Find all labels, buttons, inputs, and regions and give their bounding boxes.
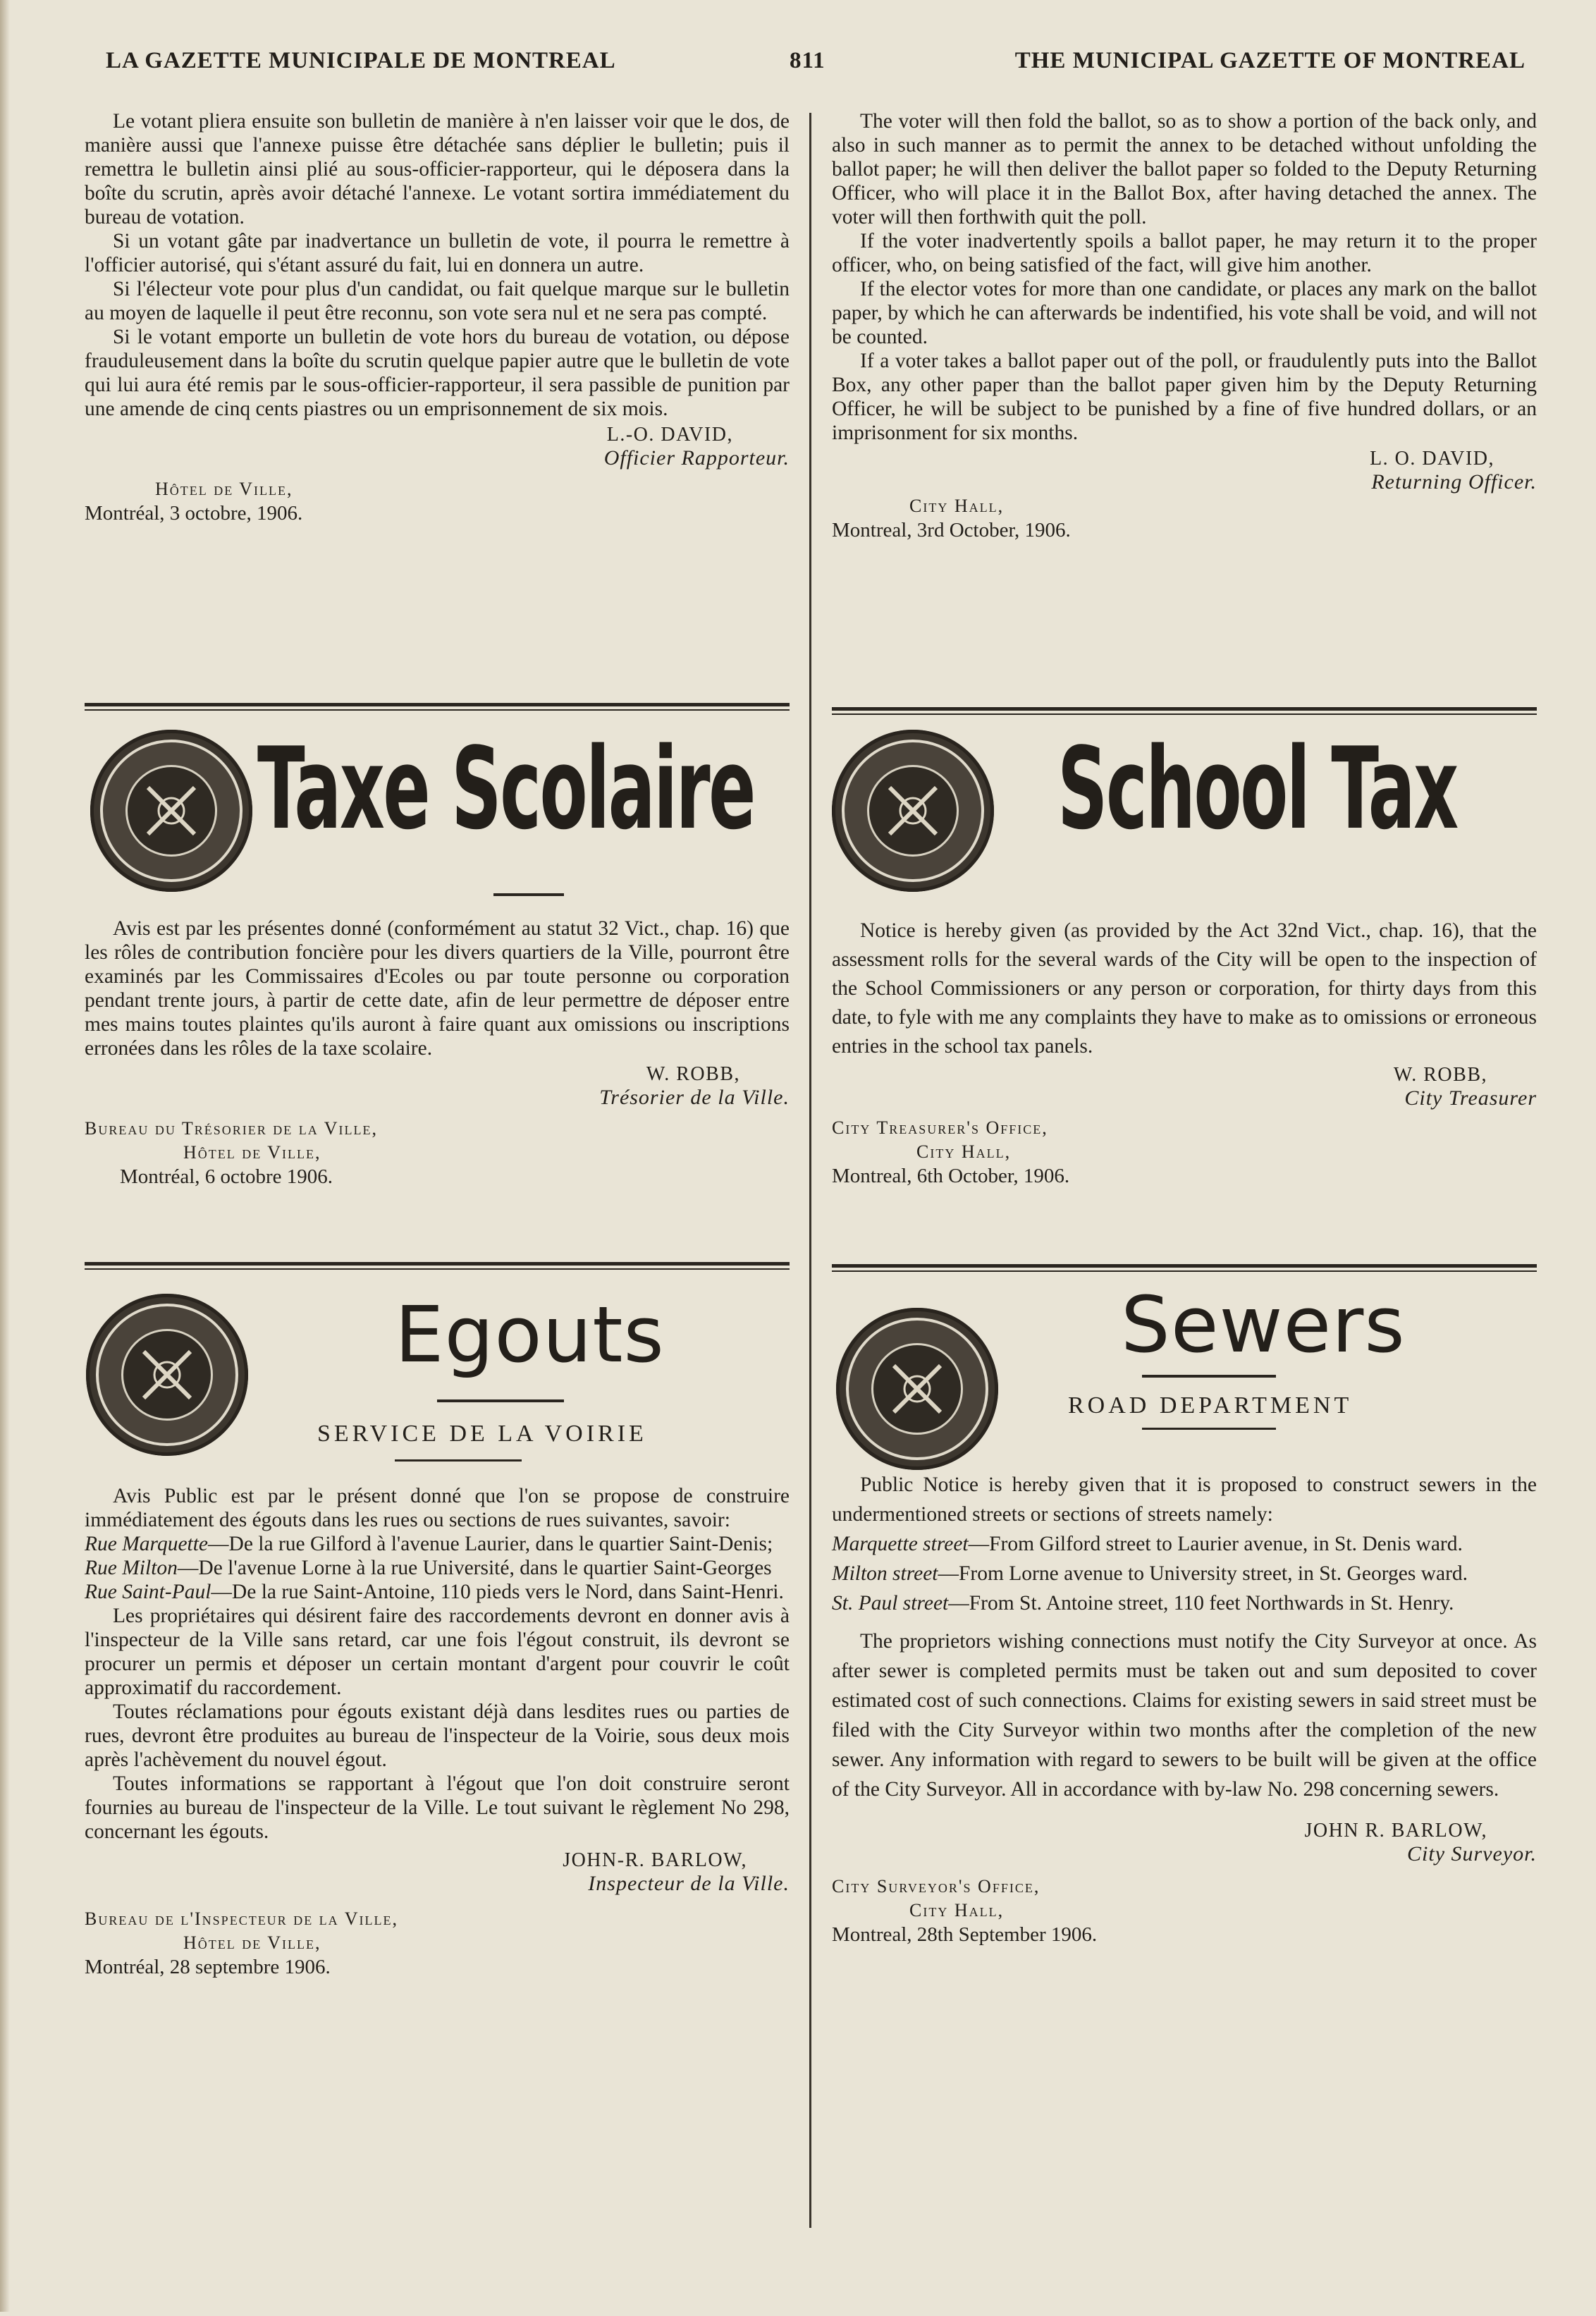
- sewer-en-intro: Public Notice is hereby given that it is proposed to construct sewers in the undermentioned streets or sections of streets namely:: [832, 1473, 1537, 1526]
- section-rule: [85, 1262, 790, 1272]
- ballot-en-date: Montreal, 3rd October, 1906.: [832, 519, 1071, 541]
- sewer-fr-place2: Hôtel de Ville,: [183, 1932, 321, 1953]
- page-edge-shadow: [0, 0, 10, 2312]
- sewer-en-text: [832, 1470, 1537, 1947]
- school-tax-title-english: School Tax: [1057, 723, 1457, 854]
- sewer-fr-p4: Toutes informations se rapportant à l'égout que l'on doit construire seront fournies au bureau de l'inspecteur de la Ville. Le tout suivant le règlement No 298, concernant les égouts.: [85, 1772, 790, 1843]
- sewer-en-place1: City Surveyor's Office,: [832, 1876, 1041, 1897]
- ballot-notice-french: [85, 109, 790, 525]
- page-number: 811: [790, 48, 825, 73]
- sewer-fr-signature: JOHN-R. BARLOW,: [563, 1849, 747, 1871]
- ballot-fr-p1: Le votant pliera ensuite son bulletin de manière à n'en laisser voir que le dos, de manière aussi que l'annexe puisse être détachée sans déplier le bulletin; puis il remettra le bulletin ainsi plié au sous-officier-rapporteur, qui le déposera dans la boîte du scrutin, après avoir détaché l'annexe. Le votant sortira immédiatement du bureau de votation.: [85, 110, 790, 228]
- school-tax-en-body: Notice is hereby given (as provided by the Act 32nd Vict., chap. 16), that the assessment rolls for the several wards of the City will be open to the inspection of the School Commissioners or any person or corporation, for thirty days from this date, to fyle with me any complaints they have to make as to omissions or erroneous entries in the school tax panels.: [832, 919, 1537, 1058]
- sewer-notice-english: [832, 1280, 1537, 2316]
- school-tax-title-french: Taxe Scolaire: [257, 723, 754, 854]
- header-english-title: THE MUNICIPAL GAZETTE OF MONTREAL: [1014, 48, 1526, 73]
- city-seal-icon: [836, 1308, 998, 1470]
- sewer-fr-street: Rue Marquette—De la rue Gilford à l'avenue Laurier, dans le quartier Saint-Denis;: [85, 1533, 773, 1555]
- school-tax-fr-text: [85, 917, 790, 1189]
- sewer-fr-intro: Avis Public est par le présent donné que l'on se propose de construire immédiatement des égouts dans les rues ou sections de rues suivantes, savoir:: [85, 1485, 790, 1531]
- sewer-subtitle-english: ROAD DEPARTMENT: [1068, 1392, 1353, 1419]
- sewer-fr-street: Rue Saint-Paul—De la rue Saint-Antoine, 110 pieds vers le Nord, dans Saint-Henri.: [85, 1581, 784, 1603]
- school-tax-en-place2: City Hall,: [916, 1141, 1012, 1162]
- sewer-fr-date: Montréal, 28 septembre 1906.: [85, 1956, 331, 1978]
- sewer-en-date: Montreal, 28th September 1906.: [832, 1923, 1098, 1946]
- school-tax-fr-date: Montréal, 6 octobre 1906.: [120, 1165, 333, 1188]
- school-tax-en-text: [832, 917, 1537, 1188]
- sewer-en-street: Milton street—From Lorne avenue to University street, in St. Georges ward.: [832, 1562, 1468, 1585]
- ballot-en-place: City Hall,: [909, 496, 1005, 516]
- sewer-en-street: Marquette street—From Gilford street to Laurier avenue, in St. Denis ward.: [832, 1533, 1463, 1555]
- ballot-en-signature-title: Returning Officer.: [1371, 470, 1537, 494]
- ballot-fr-signature: L.-O. DAVID,: [606, 424, 733, 446]
- ballot-notice-english: [832, 109, 1537, 542]
- ballot-en-p1: The voter will then fold the ballot, so as to show a portion of the back only, and also in such manner as to permit the annex to be detached without unfolding the ballot paper; he will then deliver the ballot paper so folded to the Deputy Returning Officer, who will place it in the Ballot Box, after having detached the annex. The voter will then forthwith quit the poll.: [832, 110, 1537, 228]
- title-underline: [1142, 1375, 1276, 1378]
- sewer-notice-french: [85, 1289, 790, 2316]
- school-tax-en-date: Montreal, 6th October, 1906.: [832, 1165, 1070, 1187]
- city-seal-icon: [832, 730, 994, 892]
- school-tax-fr-signature: W. ROBB,: [646, 1063, 740, 1085]
- school-tax-en-place1: City Treasurer's Office,: [832, 1117, 1048, 1138]
- section-rule: [832, 1264, 1537, 1274]
- sewer-fr-street: Rue Milton—De l'avenue Lorne à la rue Université, dans le quartier Saint-Georges: [85, 1557, 772, 1579]
- school-tax-en-signature-title: City Treasurer: [1404, 1086, 1537, 1110]
- sewer-en-signature: JOHN R. BARLOW,: [1304, 1820, 1487, 1842]
- ballot-fr-p3: Si l'électeur vote pour plus d'un candidat, ou fait quelque marque sur le bulletin au moyen de laquelle il peut être reconnu, son vote sera nul et ne sera pas compté.: [85, 278, 790, 324]
- sewer-title-french: Egouts: [395, 1289, 665, 1380]
- section-rule: [832, 707, 1537, 717]
- sewer-fr-text: [85, 1484, 790, 1979]
- sewer-title-english: Sewers: [1121, 1280, 1406, 1370]
- title-underline: [493, 893, 564, 896]
- ballot-fr-signature-title: Officier Rapporteur.: [603, 446, 790, 470]
- sewer-en-street: St. Paul street—From St. Antoine street, 110 feet Northwards in St. Henry.: [832, 1592, 1454, 1615]
- sewer-en-place2: City Hall,: [909, 1900, 1005, 1920]
- ballot-en-p2: If the voter inadvertently spoils a ballot paper, he may return it to the proper officer, who, on being satisfied of the fact, will give him another.: [832, 230, 1537, 276]
- ballot-fr-p4: Si le votant emporte un bulletin de vote hors du bureau de votation, ou dépose frauduleusement dans la boîte du scrutin quelque papier autre que le bulletin de vote qui lui aura été remis par le sous-officier-rapporteur, il sera passible de punition par une amende de cinq cents piastres ou un emprisonnement de six mois.: [85, 326, 790, 420]
- ballot-en-p3: If the elector votes for more than one candidate, or places any mark on the ballot paper, by which he can afterwards be indentified, his vote shall be void, and will not be counted.: [832, 278, 1537, 348]
- subtitle-underline: [1142, 1428, 1276, 1430]
- title-underline: [437, 1399, 564, 1402]
- sewer-en-signature-title: City Surveyor.: [1407, 1842, 1537, 1865]
- ballot-fr-date: Montréal, 3 octobre, 1906.: [85, 502, 303, 525]
- running-head: [106, 48, 1526, 83]
- subtitle-underline: [395, 1459, 522, 1462]
- school-tax-fr-place1: Bureau du Trésorier de la Ville,: [85, 1118, 379, 1139]
- section-rule: [85, 703, 790, 713]
- city-seal-icon: [86, 1294, 248, 1456]
- city-seal-icon: [90, 730, 252, 892]
- sewer-subtitle-french: SERVICE DE LA VOIRIE: [317, 1421, 647, 1447]
- ballot-fr-p2: Si un votant gâte par inadvertance un bulletin de vote, il pourra le remettre à l'officier autorisé, qui s'étant assuré du fait, lui en donnera un autre.: [85, 230, 790, 276]
- column-divider: [809, 113, 811, 2228]
- ballot-en-p4: If a voter takes a ballot paper out of the poll, or fraudulently puts into the Ballot Box, any other paper than the ballot paper given him by the Deputy Returning Officer, he will be subject to be punished by a fine of five hundred dollars, or an imprisonment for six months.: [832, 350, 1537, 444]
- sewer-fr-p2: Les propriétaires qui désirent faire des raccordements devront en donner avis à l'inspecteur de la Ville sans retard, car une fois l'égout construit, ils devront se procurer un permis et déposer un certain montant d'argent pour couvrir le coût approximatif du raccordement.: [85, 1605, 790, 1699]
- ballot-en-signature: L. O. DAVID,: [1370, 448, 1494, 470]
- ballot-fr-place: Hôtel de Ville,: [155, 479, 293, 499]
- school-tax-fr-place2: Hôtel de Ville,: [183, 1142, 321, 1163]
- sewer-fr-signature-title: Inspecteur de la Ville.: [588, 1872, 790, 1895]
- school-tax-en-signature: W. ROBB,: [1393, 1064, 1487, 1086]
- header-french-title: LA GAZETTE MUNICIPALE DE MONTREAL: [106, 48, 616, 73]
- school-tax-fr-signature-title: Trésorier de la Ville.: [599, 1086, 790, 1109]
- school-tax-fr-body: Avis est par les présentes donné (conformément au statut 32 Vict., chap. 16) que les rôles de contribution foncière pour les divers quartiers de la Ville, pourront être examinés par les Commissaires d'Ecoles ou par toute personne ou corporation pendant trente jours, à partir de cette date, afin de leur permettre de déposer entre mes mains toutes plaintes qu'ils auront à faire quant aux omissions ou inscriptions erronées dans les rôles de la taxe scolaire.: [85, 917, 790, 1060]
- sewer-en-p2: The proprietors wishing connections must notify the City Surveyor at once. As after sewer is completed permits must be taken out and sum deposited to cover estimated cost of such connections. Claims for existing sewers in said street must be filed with the City Surveyor within two months after the completion of the new sewer. Any information with regard to sewers to be built will be given at the office of the City Surveyor. All in accordance with by-law No. 298 concerning sewers.: [832, 1630, 1537, 1801]
- sewer-fr-place1: Bureau de l'Inspecteur de la Ville,: [85, 1908, 398, 1929]
- sewer-fr-p3: Toutes réclamations pour égouts existant déjà dans lesdites rues ou parties de rues, devront être produites au bureau de l'inspecteur de la Voirie, sous deux mois après l'achèvement du nouvel égout.: [85, 1701, 790, 1771]
